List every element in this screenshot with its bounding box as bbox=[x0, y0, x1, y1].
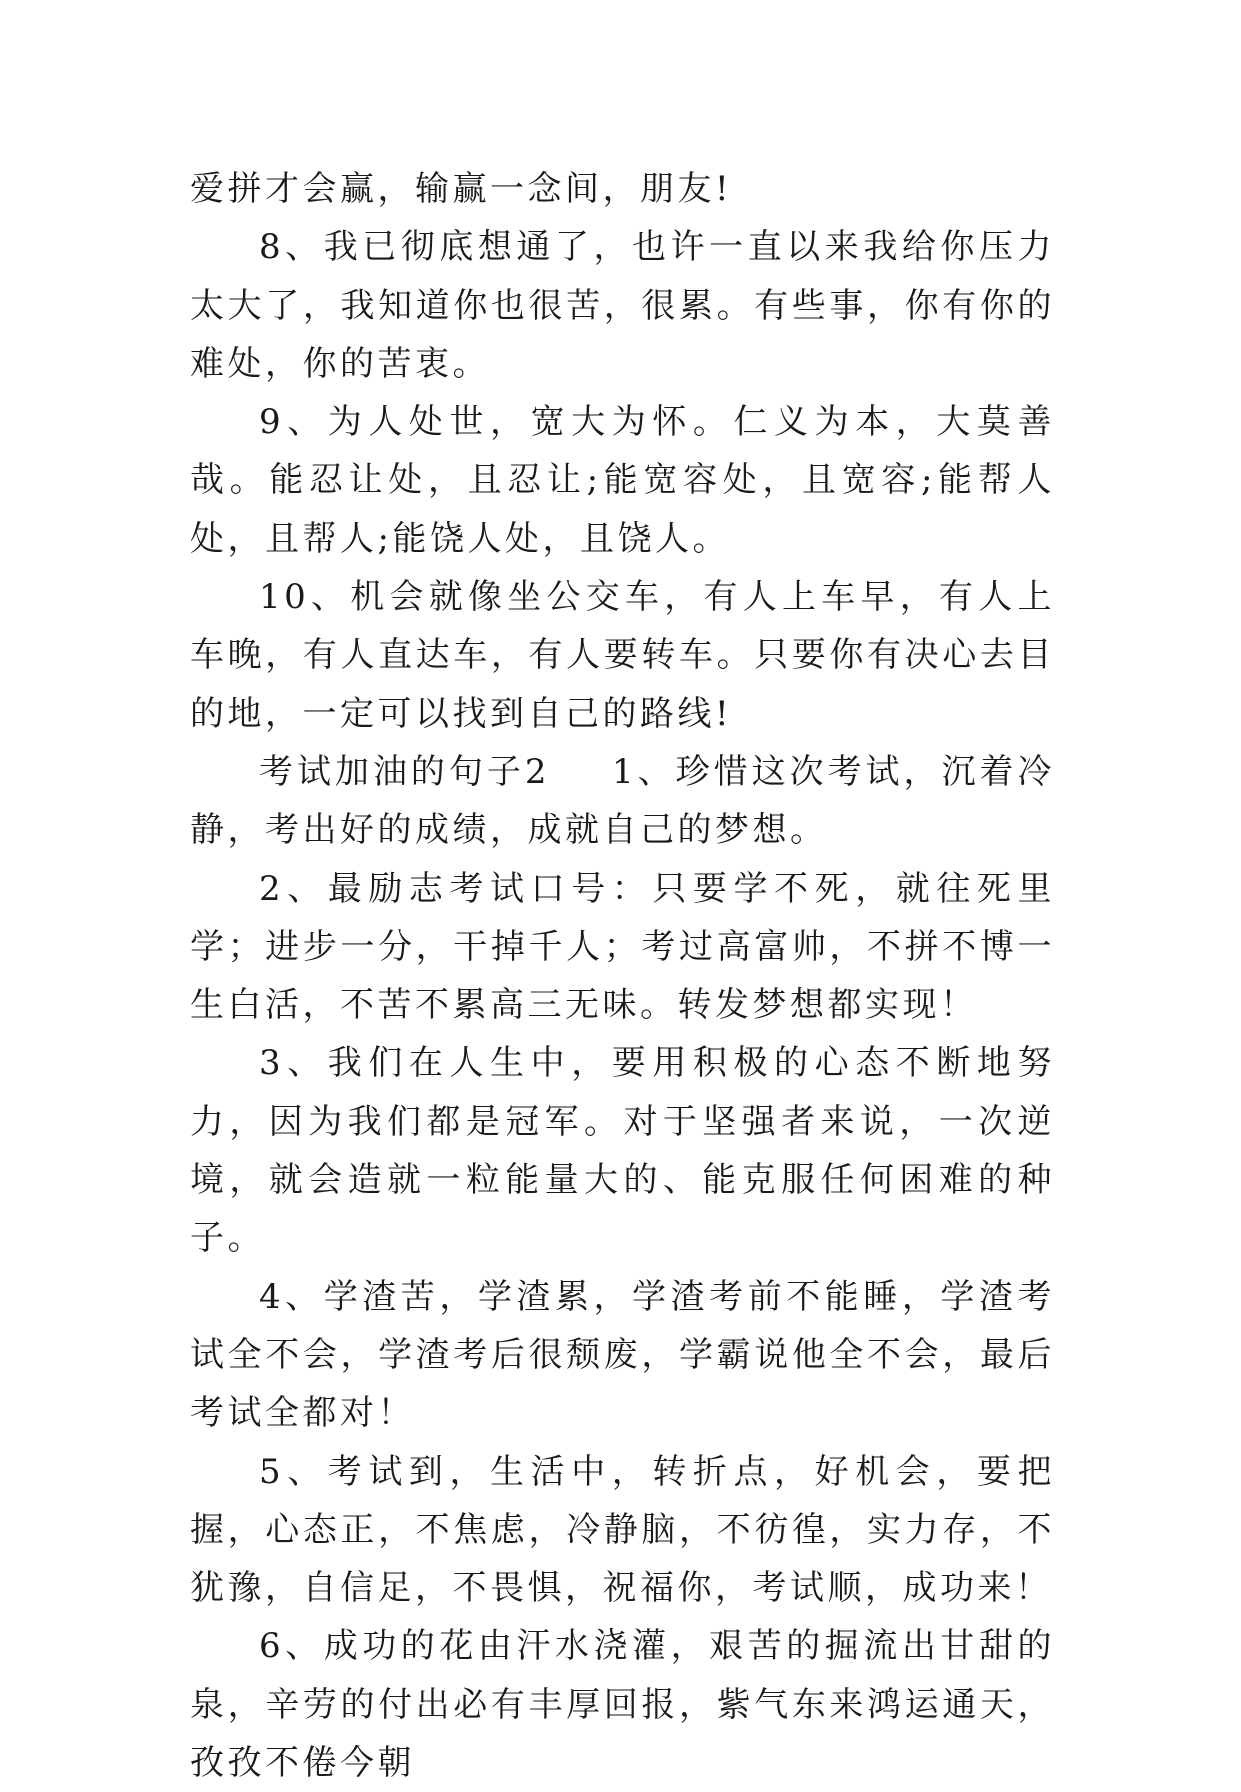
section2-item-5: 5、考试到，生活中，转折点，好机会，要把握，心态正，不焦虑，冷静脑，不彷徨，实力存，不犹豫，自信足，不畏惧，祝福你，考试顺，成功来！ bbox=[190, 1451, 1055, 1609]
section2-item-1: 1、珍惜这次考试，沉着冷静，考出好的成绩，成就自己的梦想。 bbox=[190, 751, 1055, 851]
section2-item-4: 4、学渣苦，学渣累，学渣考前不能睡，学渣考试全不会，学渣考后很颓废，学霸说他全不会，最后考试全都对！ bbox=[190, 1276, 1055, 1434]
section2-item-3: 3、我们在人生中，要用积极的心态不断地努力，因为我们都是冠军。对于坚强者来说，一次逆境，就会造就一粒能量大的、能克服任何困难的种子。 bbox=[190, 1043, 1055, 1259]
paragraph-item-8: 8、我已彻底想通了，也许一直以来我给你压力太大了，我知道你也很苦，很累。有些事，你有你的难处，你的苦衷。 bbox=[190, 227, 1055, 384]
paragraph-item-9: 9、为人处世，宽大为怀。仁义为本，大莫善哉。能忍让处，且忍让;能宽容处，且宽容;能帮人处，且帮人;能饶人处，且饶人。 bbox=[190, 402, 1055, 559]
section2-item-6: 6、成功的花由汗水浇灌，艰苦的掘流出甘甜的泉，辛劳的付出必有丰厚回报，紫气东来鸿运通天，孜孜不倦今朝 bbox=[190, 1626, 1055, 1784]
paragraph-item-10: 10、机会就像坐公交车，有人上车早，有人上车晚，有人直达车，有人要转车。只要你有决心去目的地，一定可以找到自己的路线! bbox=[190, 577, 1055, 734]
section-heading-paragraph bbox=[190, 743, 1055, 860]
section-heading: 考试加油的句子2 bbox=[259, 751, 551, 792]
section2-item-2: 2、最励志考试口号：只要学不死，就往死里学；进步一分，干掉千人；考过高富帅，不拼不博一生白活，不苦不累高三无味。转发梦想都实现！ bbox=[190, 868, 1055, 1026]
paragraph-continuation: 爱拼才会赢，输赢一念间，朋友! bbox=[190, 169, 733, 209]
document-body bbox=[190, 160, 1055, 1792]
